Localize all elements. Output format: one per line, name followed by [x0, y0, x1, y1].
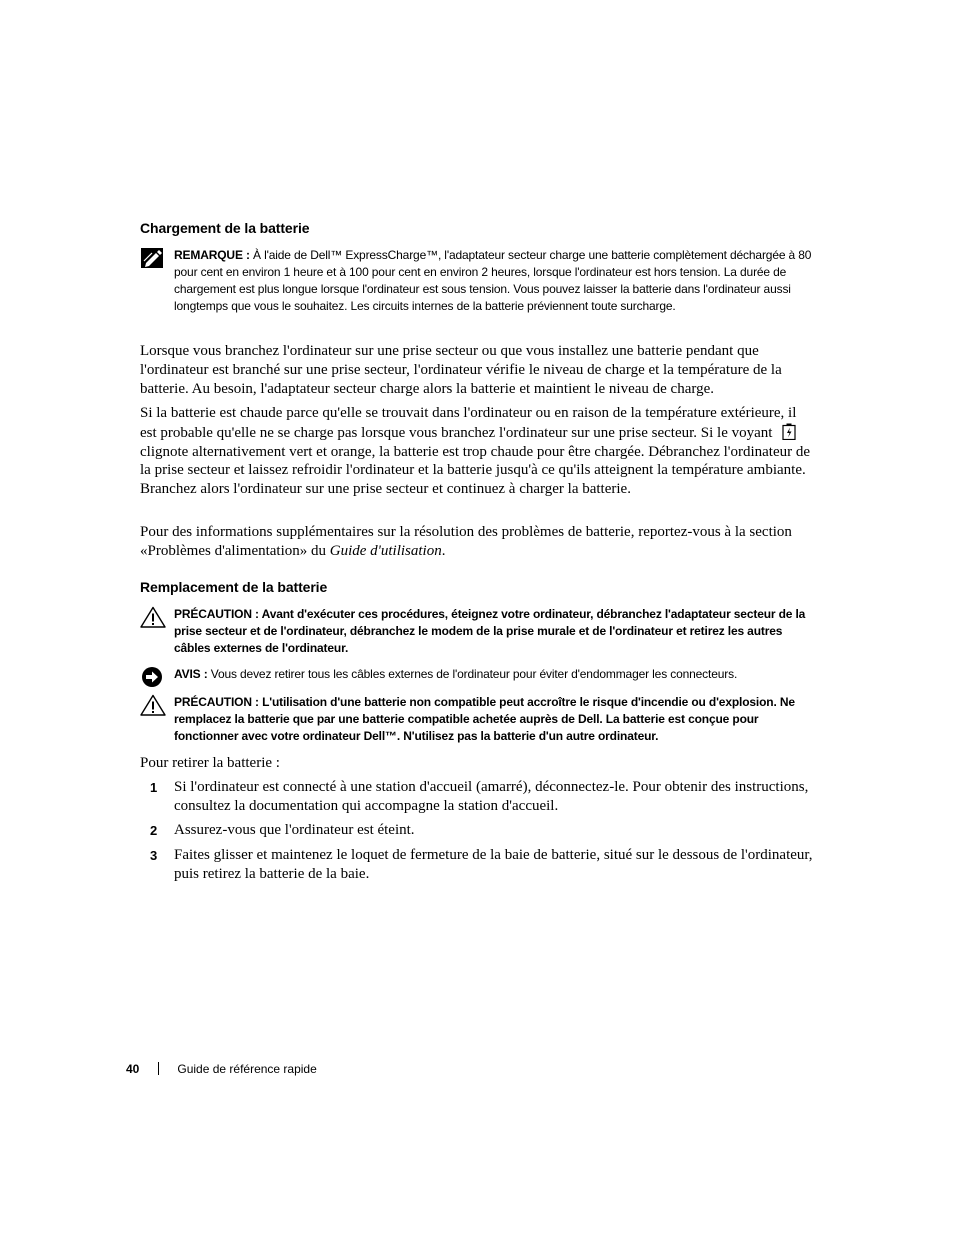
note-text: À l'aide de Dell™ ExpressCharge™, l'adaptateur secteur charge une batterie complètement déchargée à 80 pour cent en environ 1 heure et à 100 pour cent en environ 2 heures, lorsque l'ordinateur est hors tension. La durée de chargement est plus longue lorsque l'ordinateur est sous tension. Vous pouvez laisser la batterie dans l'ordinateur aussi longtemps que vous le souhaitez. Les circuits internes de la batterie préviennent toute surcharge.	[174, 248, 812, 313]
paragraph-charging-3-end: .	[441, 542, 446, 559]
removal-intro: Pour retirer la batterie :	[140, 755, 280, 771]
paragraph-charging-2-end: clignote alternativement vert et orange, la batterie est trop chaude pour être chargée. Débranchez l'ordinateur de la prise secteur et laissez refroidir l'ordinateur et la batterie jusqu'à ce qu'ils atteignent la température ambiante. Branchez alors l'ordinateur sur une prise secteur et continuez à charger la batterie.	[140, 443, 811, 498]
notice-box	[140, 666, 820, 683]
page-number: 40	[126, 1062, 140, 1076]
page-footer	[126, 1062, 317, 1076]
list-item	[140, 821, 820, 840]
list-item	[140, 846, 820, 884]
caution-text-1: Avant d'exécuter ces procédures, éteignez votre ordinateur, débranchez l'adaptateur secteur de la prise secteur et de l'ordinateur, débranchez le modem de la prise murale et de l'ordinateur et retirez les autres câbles externes de l'ordinateur.	[174, 607, 806, 655]
section-title-charging: Chargement de la batterie	[140, 220, 310, 236]
footer-divider	[158, 1062, 159, 1075]
caution-text-2: L'utilisation d'une batterie non compatible peut accroître le risque d'incendie ou d'explosion. Ne remplacez la batterie que par une batterie compatible achetée auprès de Dell. La batterie est conçue pour fonctionner avec votre ordinateur Dell™. N'utilisez pas la batterie d'un autre ordinateur.	[174, 695, 795, 743]
notice-label: AVIS :	[174, 667, 208, 681]
paragraph-charging-1: Lorsque vous branchez l'ordinateur sur une prise secteur ou que vous installez une batterie pendant que l'ordinateur est branché sur une prise secteur, l'ordinateur vérifie le niveau de charge et la température de la batterie. Au besoin, l'adaptateur secteur charge alors la batterie et maintient le niveau de charge.	[140, 343, 782, 397]
footer-guide-title: Guide de référence rapide	[177, 1062, 317, 1076]
step-text: Assurez-vous que l'ordinateur est éteint.	[174, 822, 415, 838]
paragraph-charging-2	[140, 404, 812, 499]
caution-icon	[140, 694, 166, 716]
notice-text: Vous devez retirer tous les câbles externes de l'ordinateur pour éviter d'endommager les connecteurs.	[210, 667, 738, 681]
caution-label-2: PRÉCAUTION :	[174, 695, 259, 709]
section-title-replacing: Remplacement de la batterie	[140, 579, 328, 595]
list-item	[140, 778, 820, 816]
caution-box-1	[140, 606, 820, 657]
caution-icon	[140, 606, 166, 628]
notice-arrow-icon	[140, 666, 166, 688]
step-text: Si l'ordinateur est connecté à une station d'accueil (amarré), déconnectez-le. Pour obtenir des instructions, consultez la documentation qui accompagne la station d'accueil.	[174, 779, 809, 814]
note-box	[140, 247, 820, 315]
caution-box-2	[140, 694, 820, 745]
user-guide-title: Guide d'utilisation	[329, 542, 442, 559]
step-number: 1	[150, 780, 158, 795]
paragraph-charging-2-start: Si la batterie est chaude parce qu'elle se trouvait dans l'ordinateur ou en raison de la température extérieure, il est probable qu'elle ne se charge pas lorsque vous branchez l'ordinateur sur une prise secteur. Si le voyant	[140, 405, 797, 441]
paragraph-charging-3	[140, 523, 812, 561]
caution-label-1: PRÉCAUTION :	[174, 607, 259, 621]
note-icon	[140, 247, 166, 269]
battery-status-icon	[782, 423, 796, 440]
step-number: 3	[150, 848, 158, 863]
step-text: Faites glisser et maintenez le loquet de fermeture de la baie de batterie, situé sur le dessous de l'ordinateur, puis retirez la batterie de la baie.	[174, 847, 813, 882]
step-number: 2	[150, 823, 158, 838]
note-label: REMARQUE :	[174, 248, 250, 262]
paragraph-charging-3-start: Pour des informations supplémentaires sur la résolution des problèmes de batterie, reportez-vous à la section «Problèmes d'alimentation» du	[140, 524, 792, 559]
